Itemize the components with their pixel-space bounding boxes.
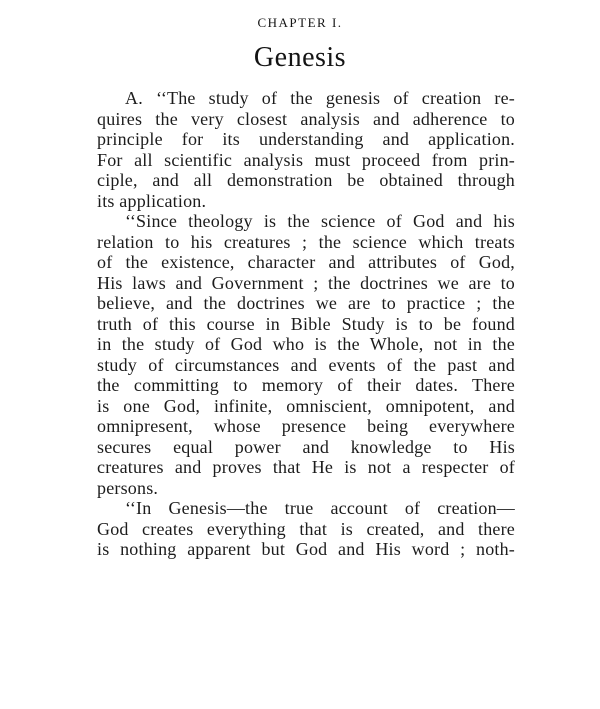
paragraph-3 bbox=[97, 498, 515, 560]
text-line: is one God, infinite, omniscient, omnipotent, and bbox=[97, 395, 515, 416]
text-line: quires the very closest analysis and adherence to bbox=[97, 108, 515, 129]
text-line: ciple, and all demonstration be obtained through bbox=[97, 170, 515, 190]
text-line: ‘‘Since theology is the science of God and his bbox=[125, 211, 515, 231]
paragraph-2 bbox=[97, 211, 515, 498]
text-line: omnipresent, whose presence being everywhere bbox=[97, 416, 515, 436]
text-line: its application. bbox=[97, 190, 207, 211]
text-line: His laws and Government ; the doctrines we are to bbox=[97, 272, 515, 293]
chapter-heading: CHAPTER I. bbox=[257, 15, 343, 30]
text-line: the committing to memory of their dates. There bbox=[97, 375, 515, 395]
paragraph-1 bbox=[97, 88, 515, 211]
text-line: God creates everything that is created, and there bbox=[97, 518, 515, 539]
text-line: of the existence, character and attributes of God, bbox=[97, 252, 515, 272]
text-line: persons. bbox=[97, 477, 159, 498]
text-line: A. ‘‘The study of the genesis of creation re- bbox=[125, 88, 515, 108]
text-line: truth of this course in Bible Study is to be found bbox=[97, 313, 515, 334]
text-line: relation to his creatures ; the science which treats bbox=[97, 231, 515, 252]
text-line: creatures and proves that He is not a respecter of bbox=[97, 457, 515, 477]
text-line: study of circumstances and events of the past and bbox=[97, 354, 515, 375]
text-line: believe, and the doctrines we are to practice ; the bbox=[97, 293, 515, 313]
text-line: For all scientific analysis must proceed from prin- bbox=[97, 149, 515, 170]
body-text bbox=[97, 88, 515, 560]
text-line: secures equal power and knowledge to His bbox=[97, 436, 515, 457]
text-line: ‘‘In Genesis—the true account of creation— bbox=[125, 498, 515, 518]
page-title: Genesis bbox=[253, 42, 347, 73]
text-line: principle for its understanding and application. bbox=[97, 129, 515, 149]
text-line: in the study of God who is the Whole, not in the bbox=[97, 334, 515, 354]
text-line: is nothing apparent but God and His word ; noth- bbox=[97, 539, 515, 559]
